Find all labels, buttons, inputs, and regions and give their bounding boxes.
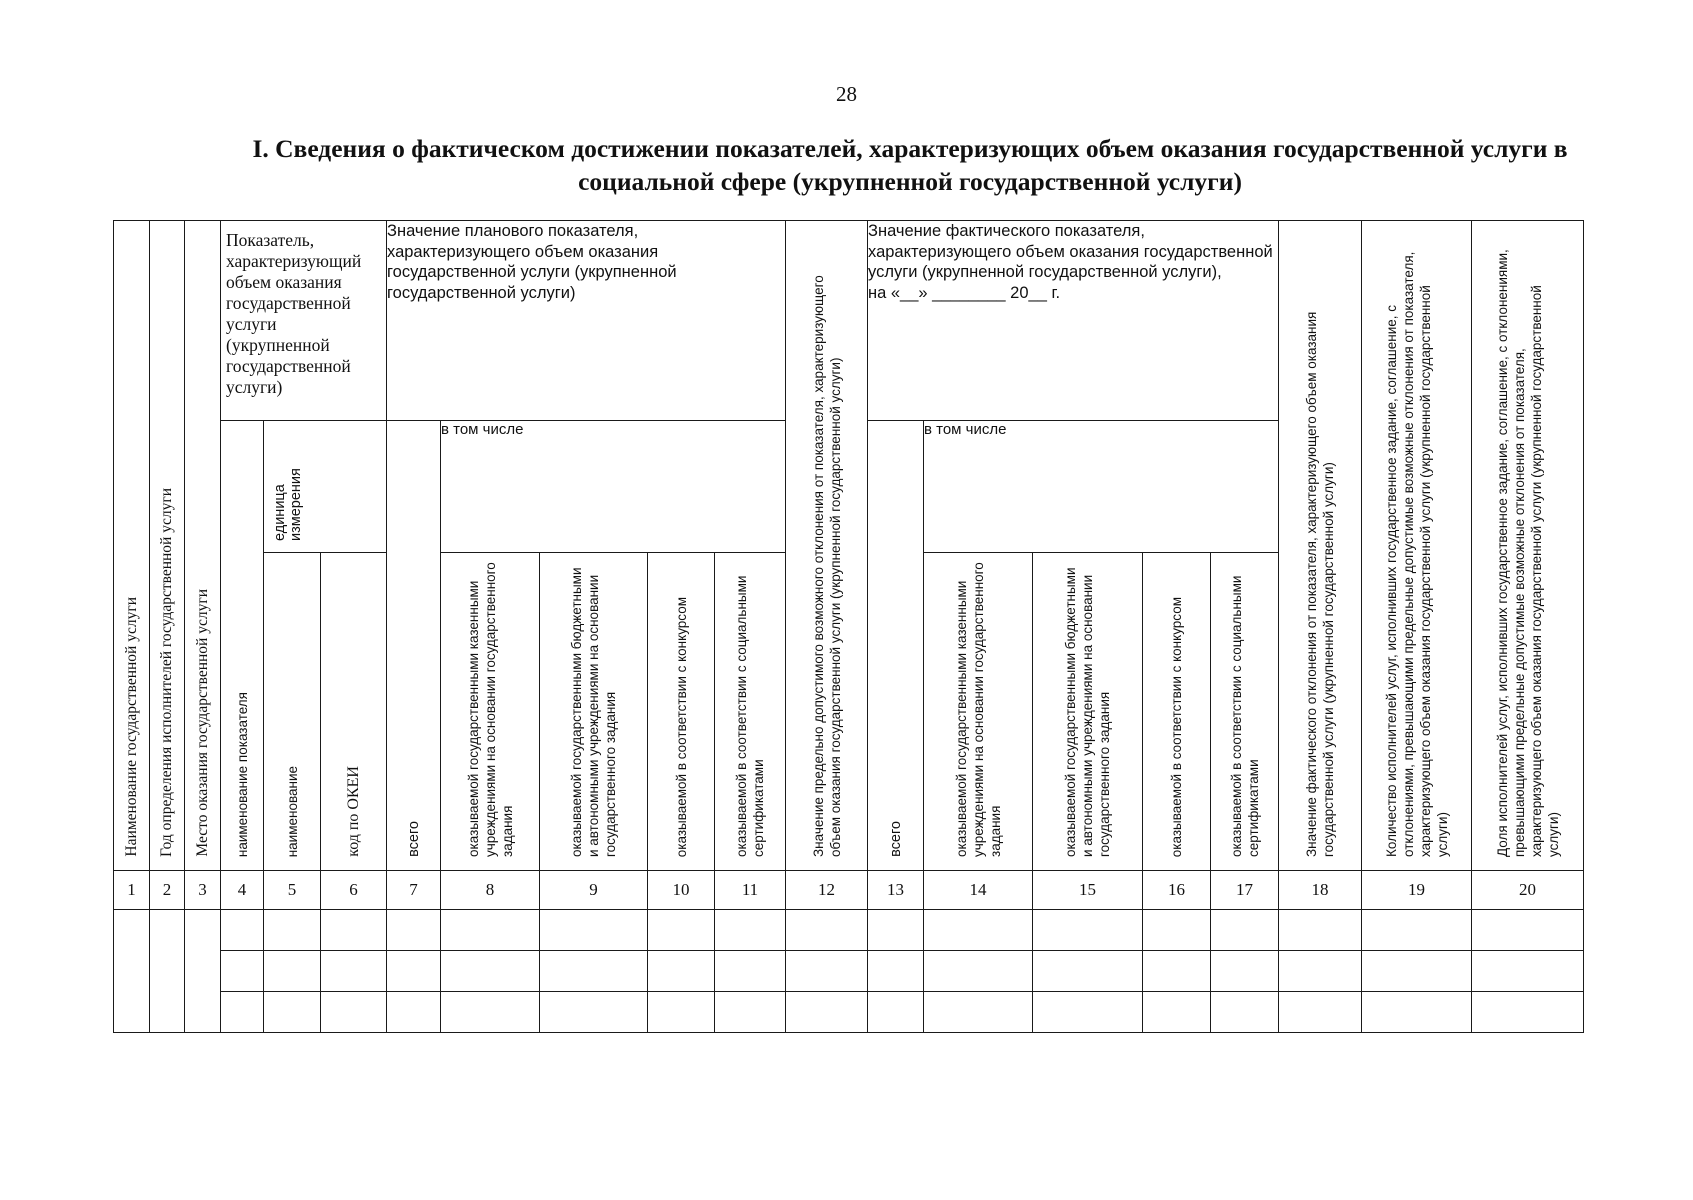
- header-okei-code: код по ОКЕИ: [321, 553, 387, 871]
- column-number: 14: [924, 871, 1033, 910]
- table-cell: [540, 951, 648, 992]
- header-unit-name: наименование: [264, 553, 321, 871]
- table-cell: [1472, 992, 1584, 1033]
- table-cell: [321, 951, 387, 992]
- page-number: 28: [836, 82, 857, 106]
- table-cell: [387, 992, 441, 1033]
- actual-group-text: Значение фактического показателя, характеризующего объем оказания государственной услуги (укрупненной государственной услуги),: [868, 222, 1273, 281]
- column-number: 3: [185, 871, 221, 910]
- table-cell: [786, 951, 868, 992]
- header-actual-total: всего: [868, 421, 924, 871]
- table-cell: [1143, 951, 1211, 992]
- table-cell: [540, 992, 648, 1033]
- table-cell: [1033, 992, 1143, 1033]
- header-actual-kazennye: оказываемой государственными казенными учреждениями на основании государственного задания: [924, 553, 1033, 871]
- table-cell: [715, 910, 786, 951]
- header-max-deviation: Значение предельно допустимого возможного отклонения от показателя, характеризующего объем оказания государственной услуги (укрупненной государственной услуги): [786, 221, 868, 871]
- header-planned-kazennye: оказываемой государственными казенными учреждениями на основании государственного задания: [441, 553, 540, 871]
- table-cell: [185, 910, 221, 1033]
- header-unit-group: единица измерения: [264, 421, 387, 553]
- header-actual-deviation: Значение фактического отклонения от показателя, характеризующего объем оказания государственной услуги (укрупненной государственной услуги): [1279, 221, 1362, 871]
- table-cell: [715, 951, 786, 992]
- header-planned-including: в том числе: [441, 421, 786, 553]
- column-number: 10: [648, 871, 715, 910]
- table-cell: [321, 992, 387, 1033]
- header-service-location: Место оказания государственной услуги: [185, 221, 221, 871]
- table-cell: [321, 910, 387, 951]
- table-cell: [868, 951, 924, 992]
- column-number: 7: [387, 871, 441, 910]
- table-row: [114, 992, 1584, 1033]
- column-number: 20: [1472, 871, 1584, 910]
- table-cell: [441, 951, 540, 992]
- column-number: 17: [1211, 871, 1279, 910]
- header-planned-value-group: Значение планового показателя, характеризующего объем оказания государственной услуги (укрупненной государственной услуги): [387, 221, 786, 421]
- table-cell: [264, 951, 321, 992]
- header-planned-contest: оказываемой в соответствии с конкурсом: [648, 553, 715, 871]
- actual-date-text: на «__» ________ 20__ г.: [868, 283, 1061, 302]
- table-cell: [648, 992, 715, 1033]
- table-cell: [1279, 992, 1362, 1033]
- header-actual-value-group: [868, 221, 1279, 421]
- column-number: 15: [1033, 871, 1143, 910]
- table-cell: [1279, 951, 1362, 992]
- table-cell: [1033, 951, 1143, 992]
- table-cell: [441, 910, 540, 951]
- table-cell: [540, 910, 648, 951]
- header-actual-including: в том числе: [924, 421, 1279, 553]
- header-actual-budget-autonomous: оказываемой государственными бюджетными и автономными учреждениями на основании государственного задания: [1033, 553, 1143, 871]
- table-cell: [441, 992, 540, 1033]
- header-planned-budget-autonomous: оказываемой государственными бюджетными и автономными учреждениями на основании государственного задания: [540, 553, 648, 871]
- column-number: 6: [321, 871, 387, 910]
- table-cell: [264, 910, 321, 951]
- column-number: 2: [150, 871, 185, 910]
- table-cell: [150, 910, 185, 1033]
- table-cell: [1143, 910, 1211, 951]
- column-number: 13: [868, 871, 924, 910]
- header-actual-certificates: оказываемой в соответствии с социальными сертификатами: [1211, 553, 1279, 871]
- header-planned-certificates: оказываемой в соответствии с социальными сертификатами: [715, 553, 786, 871]
- column-number: 18: [1279, 871, 1362, 910]
- table-cell: [1362, 992, 1472, 1033]
- table-cell: [648, 951, 715, 992]
- table-cell: [114, 910, 150, 1033]
- table-cell: [648, 910, 715, 951]
- table-cell: [221, 910, 264, 951]
- table-cell: [924, 992, 1033, 1033]
- document-title: I. Сведения о фактическом достижении показателей, характеризующих объем оказания государственной услуги в социальной сфере (укрупненной государственной услуги): [252, 134, 1568, 196]
- column-number: 12: [786, 871, 868, 910]
- table-cell: [387, 910, 441, 951]
- header-year-of-determination: Год определения исполнителей государственной услуги: [150, 221, 185, 871]
- table-row: [114, 951, 1584, 992]
- table-cell: [387, 951, 441, 992]
- table-cell: [868, 992, 924, 1033]
- column-number: 9: [540, 871, 648, 910]
- table-cell: [221, 992, 264, 1033]
- header-service-name: Наименование государственной услуги: [114, 221, 150, 871]
- column-number: 19: [1362, 871, 1472, 910]
- table-cell: [1211, 951, 1279, 992]
- table-cell: [715, 992, 786, 1033]
- header-actual-contest: оказываемой в соответствии с конкурсом: [1143, 553, 1211, 871]
- column-number: 4: [221, 871, 264, 910]
- indicators-table: [113, 220, 1584, 1033]
- table-row: [114, 910, 1584, 951]
- column-numbers-row: [114, 871, 1584, 910]
- table-cell: [786, 992, 868, 1033]
- table-cell: [1143, 992, 1211, 1033]
- table-cell: [1362, 951, 1472, 992]
- table-cell: [786, 910, 868, 951]
- column-number: 8: [441, 871, 540, 910]
- header-indicator-name: наименование показателя: [221, 421, 264, 871]
- column-number: 11: [715, 871, 786, 910]
- table-cell: [1211, 910, 1279, 951]
- column-number: 5: [264, 871, 321, 910]
- table-cell: [868, 910, 924, 951]
- column-number: 16: [1143, 871, 1211, 910]
- column-number: 1: [114, 871, 150, 910]
- table-cell: [924, 951, 1033, 992]
- table-cell: [924, 910, 1033, 951]
- header-planned-total: всего: [387, 421, 441, 871]
- table-cell: [1033, 910, 1143, 951]
- table-cell: [1279, 910, 1362, 951]
- table-cell: [1472, 951, 1584, 992]
- table-cell: [264, 992, 321, 1033]
- table-cell: [1362, 910, 1472, 951]
- header-indicator-group: Показатель, характеризующий объем оказания государственной услуги (укрупненной государственной услуги): [221, 221, 387, 421]
- table-cell: [1472, 910, 1584, 951]
- header-executors-count: Количество исполнителей услуг, исполнивших государственное задание, соглашение, с отклонениями, превышающими предельные допустимые возможные отклонения от показателя, характеризующего объем оказания государственной услуги (укрупненной государственной услуги): [1362, 221, 1472, 871]
- header-executors-share: Доля исполнителей услуг, исполнивших государственное задание, соглашение, с отклонениями, превышающими предельные допустимые возможные отклонения от показателя, характеризующего объем оказания государственной услуги (укрупненной государственной услуги): [1472, 221, 1584, 871]
- table-cell: [221, 951, 264, 992]
- table-cell: [1211, 992, 1279, 1033]
